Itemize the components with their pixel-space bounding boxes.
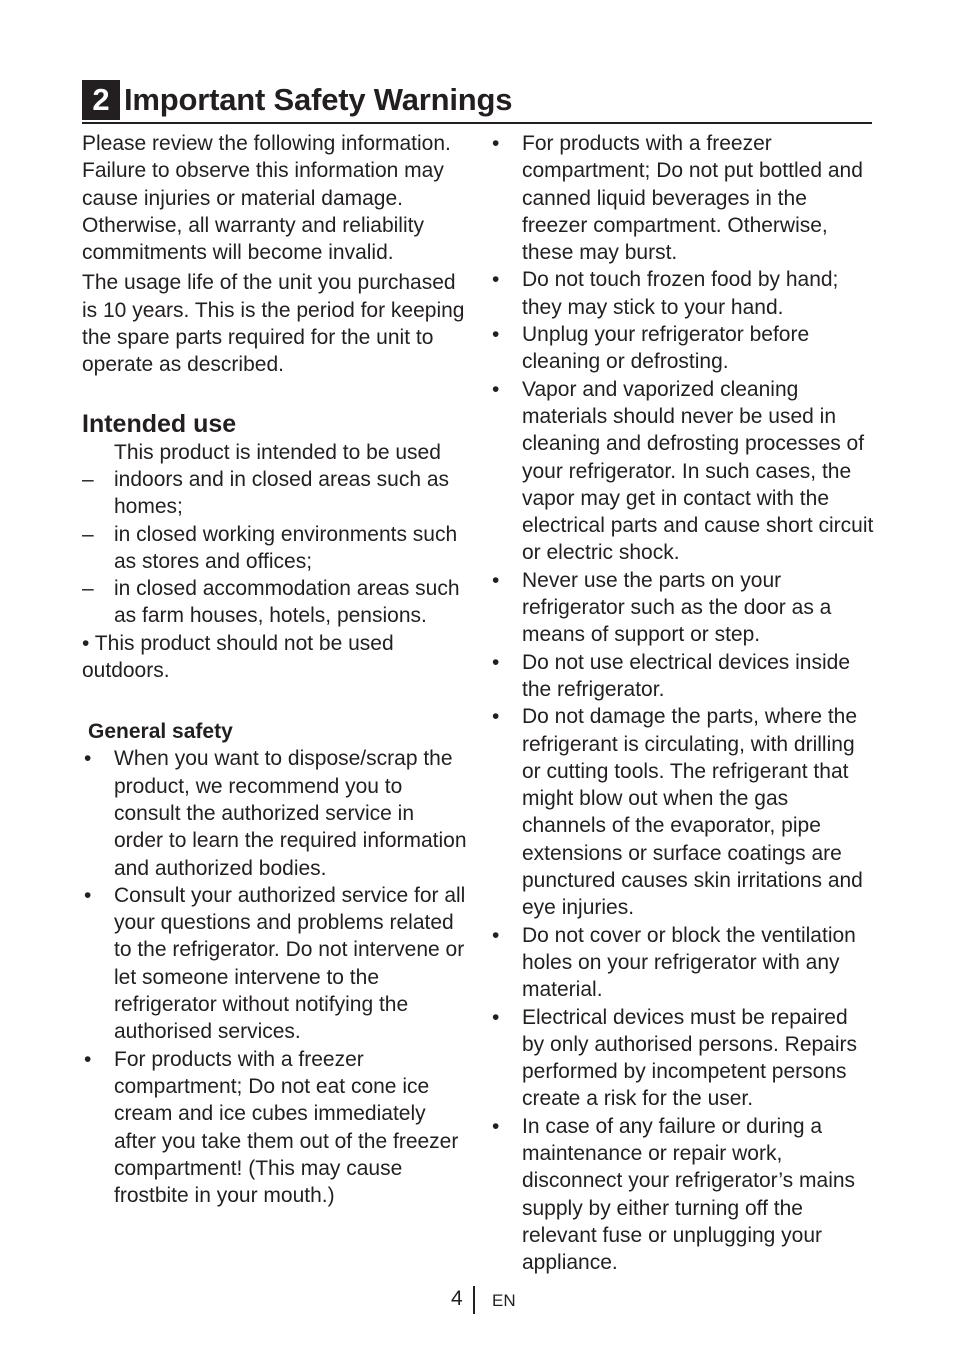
- list-item-text: For products with a freezer compartment; Do not eat cone ice cream and ice cubes immediately after you take them out of the freezer compartment! (This may cause frostbite in your mouth.): [114, 1047, 459, 1208]
- intended-use-item: [82, 575, 467, 630]
- intended-use-item: [82, 521, 467, 576]
- list-item: [490, 649, 874, 704]
- bullet-marker: •: [492, 323, 500, 347]
- list-item: [490, 567, 874, 649]
- list-item-text: Do not use electrical devices inside the refrigerator.: [522, 650, 851, 701]
- intended-use-heading: Intended use: [82, 409, 237, 438]
- intended-use-item-text: in closed working environments such as stores and offices;: [114, 522, 458, 573]
- intended-use-item-text: indoors and in closed areas such as homes;: [114, 467, 450, 519]
- bullet-marker: •: [84, 883, 92, 907]
- bullet-marker: •: [492, 1114, 500, 1138]
- list-item: [490, 922, 874, 1004]
- language-label: EN: [492, 1291, 516, 1310]
- list-item-text: Electrical devices must be repaired by only authorised persons. Repairs performed by incompetent persons create a risk for the user.: [522, 1005, 858, 1111]
- page-footer: [0, 1286, 954, 1316]
- list-item-text: In case of any failure or during a maintenance or repair work, disconnect your refrigerator’s mains supply by either turning off the relevant fuse or unplugging your appliance.: [522, 1114, 856, 1275]
- list-item-text: Consult your authorized service for all your questions and problems related to the refrigerator. Do not intervene or let someone intervene to the refrigerator without notifying the authorised services.: [114, 883, 466, 1044]
- list-item: [490, 130, 874, 266]
- list-item: [490, 703, 874, 921]
- list-item: [490, 321, 874, 376]
- general-safety-list: [82, 745, 467, 1209]
- list-item: [490, 266, 874, 321]
- dash-marker: –: [82, 467, 94, 491]
- list-item: [82, 1046, 467, 1210]
- usage-life-paragraph: The usage life of the unit you purchased is 10 years. This is the period for keeping the spare parts required for the unit to operate as described.: [82, 271, 465, 377]
- outdoor-note: • This product should not be used outdoors.: [82, 631, 394, 683]
- list-item: [490, 1113, 874, 1277]
- list-item-text: Do not touch frozen food by hand; they may stick to your hand.: [522, 268, 839, 319]
- intended-use-lead: This product is intended to be used: [114, 440, 441, 464]
- bullet-marker: •: [492, 568, 500, 592]
- intended-use-item: [82, 466, 467, 521]
- bullet-marker: •: [492, 1005, 500, 1029]
- list-item: [490, 1004, 874, 1113]
- bullet-marker: •: [492, 377, 500, 401]
- list-item-text: Vapor and vaporized cleaning materials should never be used in cleaning and defrosting processes of your refrigerator. In such cases, the vapor may get in contact with the electrical parts and cause short circuit or electric shock.: [522, 377, 874, 565]
- list-item: [490, 376, 874, 567]
- dash-marker: –: [82, 522, 94, 546]
- dash-marker: –: [82, 577, 94, 601]
- page-number: 4: [451, 1287, 463, 1310]
- bullet-marker: •: [492, 650, 500, 674]
- list-item-text: For products with a freezer compartment; Do not put bottled and canned liquid beverages in the freezer compartment. Otherwise, these may burst.: [522, 132, 863, 265]
- bullet-marker: •: [492, 923, 500, 947]
- safety-warnings-list: [490, 130, 874, 1276]
- list-item: [82, 882, 467, 1046]
- bullet-marker: •: [84, 747, 92, 771]
- list-item-text: Unplug your refrigerator before cleaning or defrosting.: [522, 323, 810, 374]
- general-safety-heading: General safety: [88, 720, 233, 744]
- left-column: [82, 130, 467, 1209]
- bullet-marker: •: [492, 705, 500, 729]
- intro-paragraph: Please review the following information. Failure to observe this information may cause injuries or material damage. Otherwise, all warranty and reliability commitments will become invalid.: [82, 132, 451, 265]
- list-item: [82, 745, 467, 881]
- list-item-text: Do not damage the parts, where the refrigerant is circulating, with drilling or cutting tools. The refrigerant that might blow out when the gas channels of the evaporator, pipe extensions or surface coatings are punctured causes skin irritations and eye injuries.: [522, 705, 863, 920]
- footer-divider: [473, 1286, 475, 1314]
- bullet-marker: •: [84, 1047, 92, 1071]
- chapter-title: Important Safety Warnings: [124, 82, 513, 117]
- right-column: [490, 130, 874, 1276]
- bullet-marker: •: [492, 132, 500, 155]
- chapter-header: [82, 78, 872, 124]
- intended-use-item-text: in closed accommodation areas such as farm houses, hotels, pensions.: [114, 577, 460, 628]
- chapter-number: 2: [82, 80, 120, 120]
- bullet-marker: •: [492, 268, 500, 292]
- list-item-text: Do not cover or block the ventilation holes on your refrigerator with any material.: [522, 923, 856, 1002]
- list-item-text: Never use the parts on your refrigerator such as the door as a means of support or step.: [522, 568, 832, 647]
- list-item-text: When you want to dispose/scrap the product, we recommend you to consult the authorized service in order to learn the required information and authorized bodies.: [114, 747, 467, 880]
